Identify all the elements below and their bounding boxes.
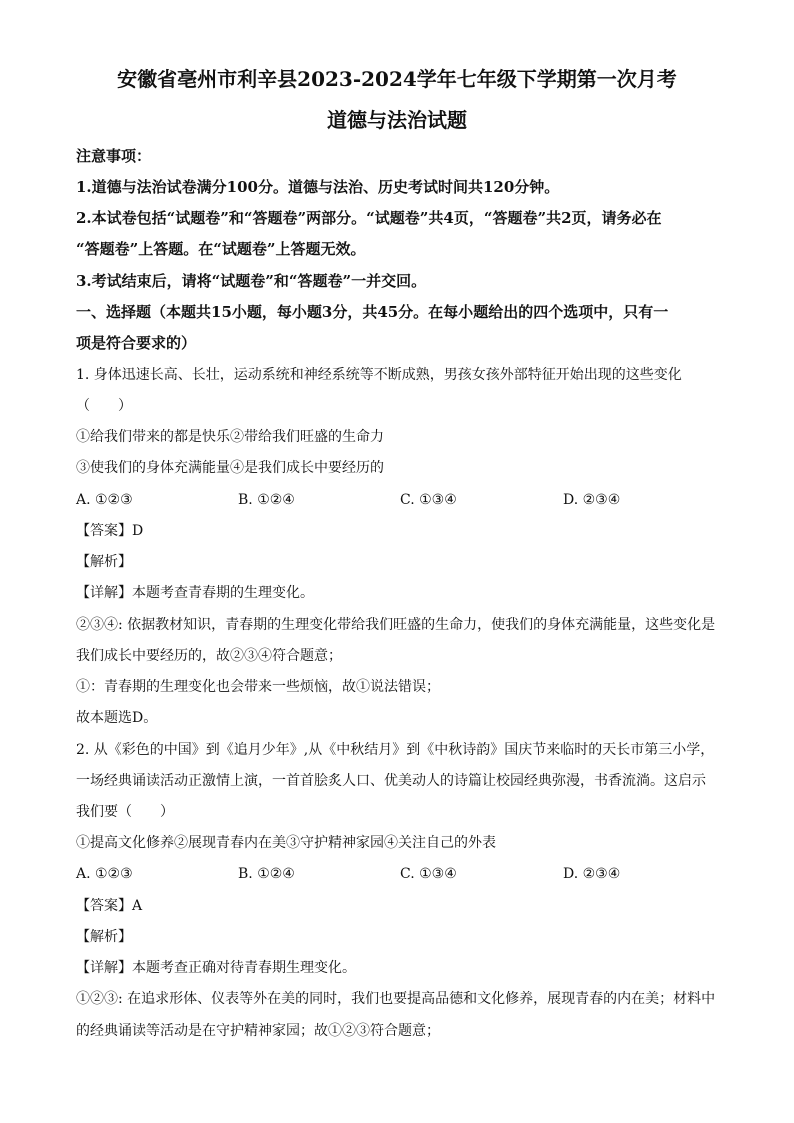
q2-option-a: A. ①②③ <box>76 866 133 882</box>
q1-option-b: B. ①②④ <box>238 492 295 508</box>
q1-option-c: C. ①③④ <box>400 492 457 508</box>
q1-answer: 【答案】D <box>76 523 144 539</box>
q1-stem-line-1: 1. 身体迅速长高、长壮，运动系统和神经系统等不断成熟，男孩女孩外部特征开始出现的这些变化 <box>76 367 682 383</box>
notice-item-2b: “答题卷”上答题。在“试题卷”上答题无效。 <box>76 240 366 258</box>
q1-choice-line-1: ①给我们带来的都是快乐②带给我们旺盛的生命力 <box>76 429 384 445</box>
section-heading-line-1: 一、选择题（本题共15小题，每小题3分，共45分。在每小题给出的四个选项中，只有一 <box>76 303 669 321</box>
q1-explanation-line-4: 故本题选D。 <box>76 710 158 726</box>
q2-option-d: D. ②③④ <box>563 866 621 882</box>
q1-explanation-line-3: ①：青春期的生理变化也会带来一些烦恼，故①说法错误； <box>76 679 440 695</box>
q2-option-c: C. ①③④ <box>400 866 457 882</box>
q2-analysis-label: 【解析】 <box>76 929 132 945</box>
notice-item-3: 3.考试结束后，请将“试题卷”和“答题卷”一并交回。 <box>76 272 427 290</box>
q1-explanation-line-1: ②③④: 依据教材知识，青春期的生理变化带给我们旺盛的生命力，使我们的身体充满能量，这些变化是 <box>76 617 716 633</box>
q1-detail: 【详解】本题考查青春期的生理变化。 <box>76 585 314 601</box>
notice-item-2a: 2.本试卷包括“试题卷”和“答题卷”两部分。“试题卷”共4页，“答题卷”共2页，请务必在 <box>76 209 662 227</box>
q1-option-a: A. ①②③ <box>76 492 133 508</box>
notice-item-1: 1.道德与法治试卷满分100分。道德与法治、历史考试时间共120分钟。 <box>76 178 560 196</box>
q1-option-d: D. ②③④ <box>563 492 621 508</box>
q2-choice-line-1: ①提高文化修养②展现青春内在美③守护精神家园④关注自己的外表 <box>76 835 496 851</box>
q2-explanation-line-2: 的经典诵读等活动是在守护精神家园；故①②③符合题意； <box>76 1023 440 1039</box>
q2-option-b: B. ①②④ <box>238 866 295 882</box>
q2-answer: 【答案】A <box>76 898 143 914</box>
q1-explanation-line-2: 我们成长中要经历的，故②③④符合题意； <box>76 648 342 664</box>
q2-detail: 【详解】本题考查正确对待青春期生理变化。 <box>76 960 356 976</box>
q1-choice-line-2: ③使我们的身体充满能量④是我们成长中要经历的 <box>76 460 384 476</box>
section-heading-line-2: 项是符合要求的） <box>76 334 197 352</box>
q2-explanation-line-1: ①②③: 在追求形体、仪表等外在美的同时，我们也要提高品德和文化修养，展现青春的内在美；材料中 <box>76 991 716 1007</box>
q2-stem-line-2: 一场经典诵读活动正激情上演，一首首脍炙人口、优美动人的诗篇让校园经典弥漫，书香流淌。这启示 <box>76 773 706 789</box>
q1-stem-line-2: （ ） <box>76 398 132 414</box>
title-line-1: 安徽省亳州市利辛县2023-2024学年七年级下学期第一次月考 <box>117 67 677 91</box>
q2-stem-line-1: 2. 从《彩色的中国》到《追月少年》,从《中秋结月》到《中秋诗韵》国庆节来临时的天长市第三小学， <box>76 742 715 758</box>
notice-heading: 注意事项： <box>76 147 152 165</box>
q1-analysis-label: 【解析】 <box>76 554 132 570</box>
q2-stem-line-3: 我们要（ ） <box>76 804 174 820</box>
title-line-2: 道德与法治试题 <box>327 108 467 132</box>
